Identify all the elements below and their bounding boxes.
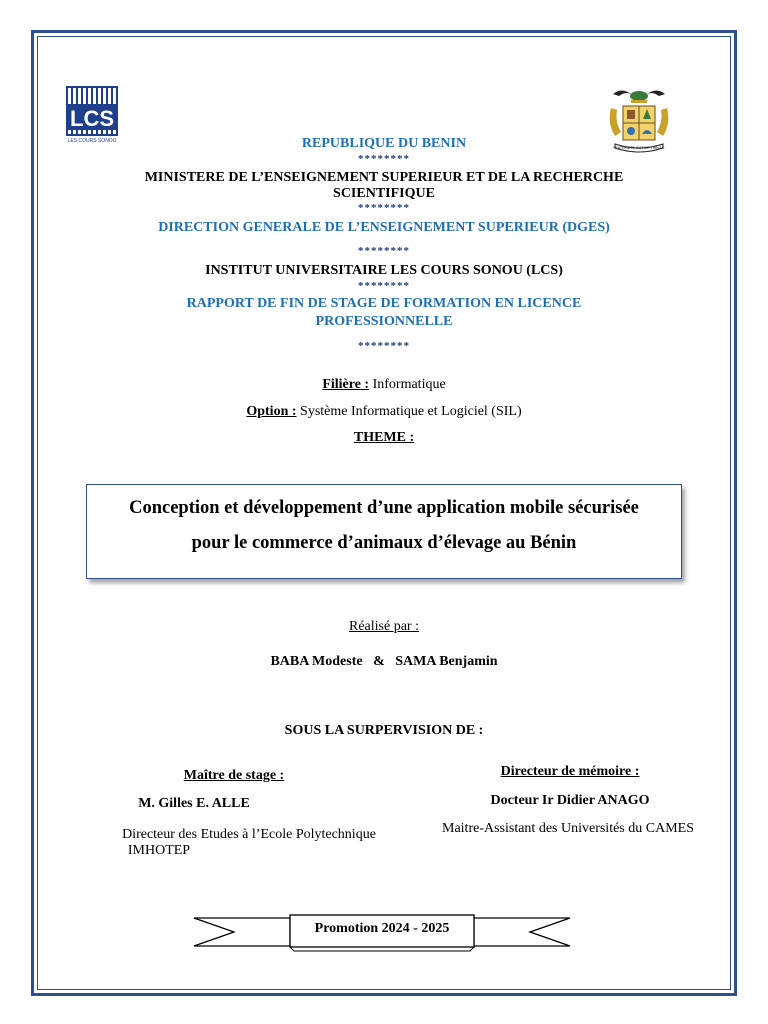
- supervisor-left-role: Maître de stage :: [183, 768, 285, 783]
- supervisor-right-role-line: [430, 764, 710, 780]
- authors-label-line: [40, 619, 728, 635]
- separator-stars: ********: [358, 245, 410, 257]
- supervisor-right-role: Directeur de mémoire :: [500, 764, 640, 779]
- supervisor-right-name: Docteur Ir Didier ANAGO: [490, 793, 650, 808]
- supervisor-right-title: Maitre-Assistant des Universités du CAMES: [442, 821, 694, 836]
- filiere-label: Filière :: [322, 377, 370, 392]
- theme-label-line: [40, 430, 728, 446]
- theme-line-1: Conception et développement d’une application mobile sécurisée: [129, 498, 639, 518]
- theme-line-2: pour le commerce d’animaux d’élevage au Bénin: [191, 533, 577, 553]
- theme-box: [86, 484, 682, 579]
- authors-label: Réalisé par :: [349, 619, 419, 634]
- svg-text:FRATERNITÉ JUSTICE TRAVAIL: FRATERNITÉ JUSTICE TRAVAIL: [613, 146, 665, 150]
- svg-text:LES COURS SONOU: LES COURS SONOU: [67, 138, 117, 144]
- filiere-value: Informatique: [369, 377, 446, 392]
- filiere-line: [40, 377, 728, 393]
- theme-label: THEME :: [353, 430, 415, 445]
- republic-title: REPUBLIQUE DU BENIN: [301, 136, 467, 151]
- supervisor-left-title-line-1: Directeur des Etudes à l’Ecole Polytechnique: [122, 827, 376, 842]
- authors-names: BABA Modeste & SAMA Benjamin: [270, 654, 498, 669]
- option-line: [40, 404, 728, 420]
- option-label: Option :: [246, 404, 297, 419]
- separator-stars: ********: [358, 280, 410, 292]
- svg-text:LCS: LCS: [70, 106, 114, 131]
- supervisor-left-title-line-2: IMHOTEP: [127, 843, 191, 858]
- supervisor-left-name: M. Gilles E. ALLE: [138, 796, 250, 811]
- option-value: Système Informatique et Logiciel (SIL): [296, 404, 522, 419]
- direction-title: DIRECTION GENERALE DE L’ENSEIGNEMENT SUPERIEUR (DGES): [158, 220, 610, 235]
- ministry-line-2: SCIENTIFIQUE: [333, 186, 435, 201]
- separator-stars: ********: [358, 153, 410, 165]
- ministry-line-1: MINISTERE DE L’ENSEIGNEMENT SUPERIEUR ET DE LA RECHERCHE: [144, 170, 624, 185]
- promotion-label: Promotion 2024 - 2025: [314, 921, 450, 936]
- supervision-heading: SOUS LA SURPERVISION DE :: [284, 723, 484, 738]
- separator-stars: ********: [358, 202, 410, 214]
- supervisor-left-role-line: [44, 768, 424, 784]
- report-line-2: PROFESSIONNELLE: [315, 314, 453, 329]
- separator-stars: ********: [358, 340, 410, 352]
- report-line-1: RAPPORT DE FIN DE STAGE DE FORMATION EN LICENCE: [186, 296, 582, 311]
- institute-title: INSTITUT UNIVERSITAIRE LES COURS SONOU (LCS): [205, 263, 563, 278]
